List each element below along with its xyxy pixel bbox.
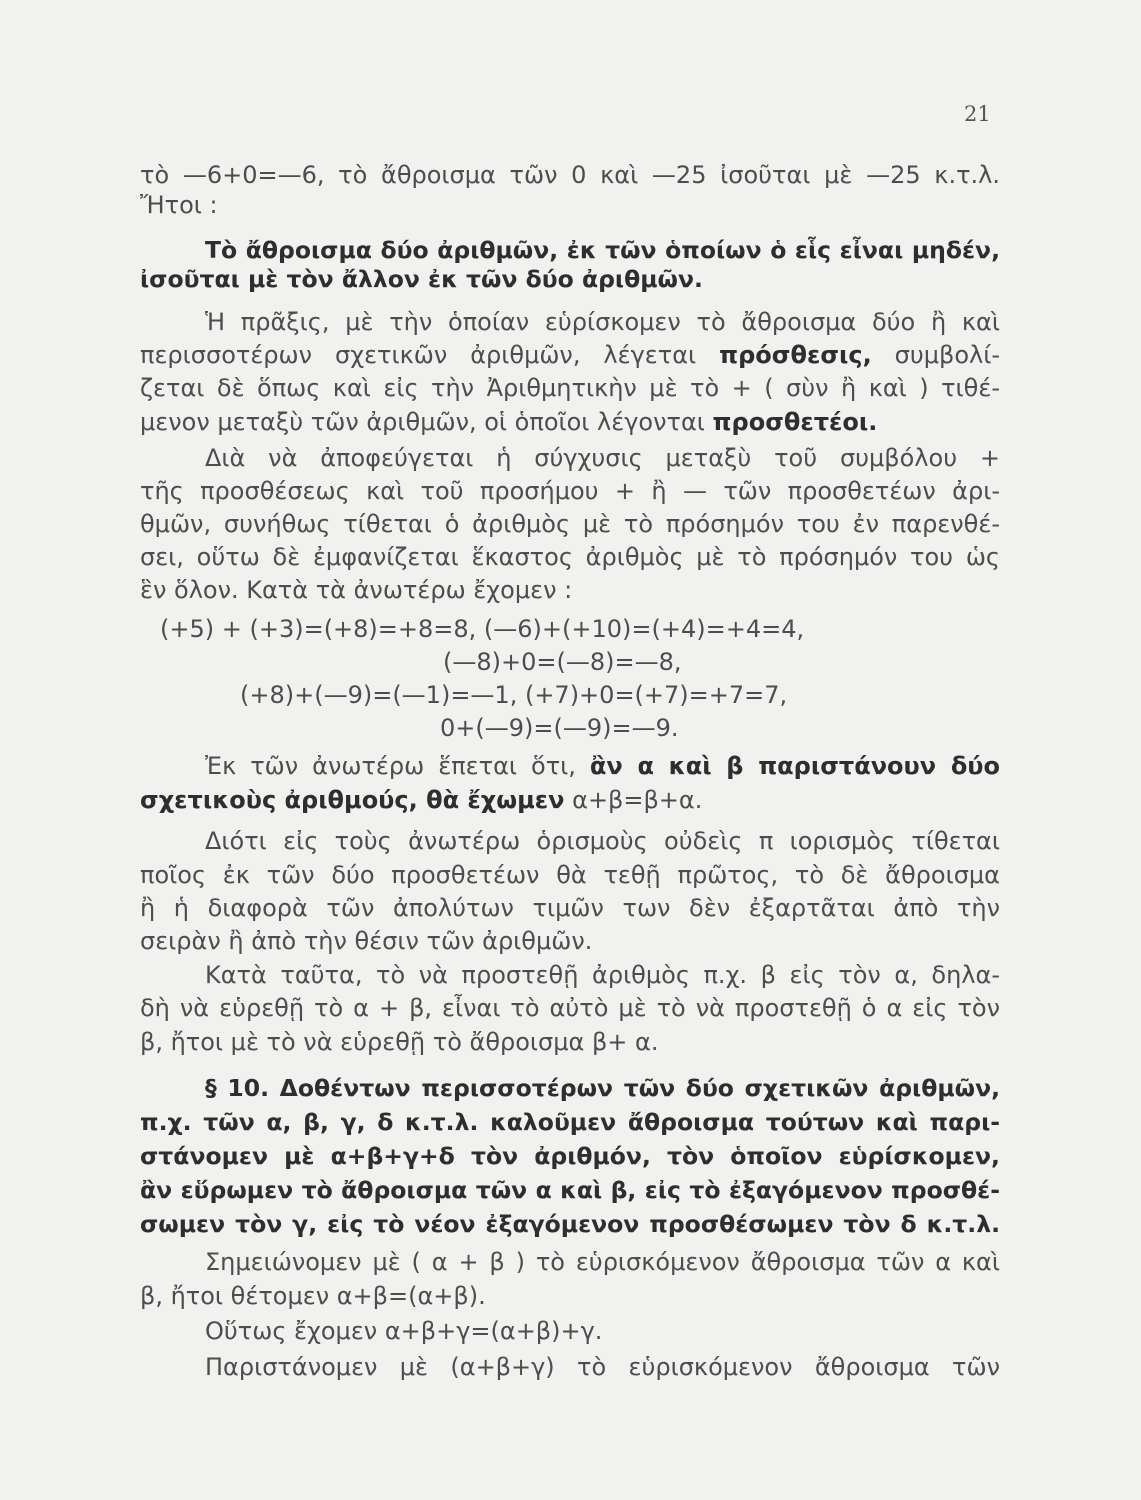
text-line: περισσοτέρων σχετικῶν ἀριθμῶν, λέγεται πρόσθεσις, συμβολί- [140,341,1001,369]
equation-line: 0+(—9)=(—9)=—9. [440,714,679,742]
text-line: τὸ —6+0=—6, τὸ ἄθροισμα τῶν 0 καὶ —25 ἰσοῦται μὲ —25 κ.τ.λ. [140,161,1000,189]
text-line: μενον μεταξὺ τῶν ἀριθμῶν, οἱ ὁποῖοι λέγονται προσθετέοι. [140,408,878,436]
text-line: Κατὰ ταῦτα, τὸ νὰ προστεθῇ ἀριθμὸς π.χ. β εἰς τὸν α, δηλα- [205,961,1000,989]
text-line: Διότι εἰς τοὺς ἀνωτέρω ὁρισμοὺς οὐδεὶς π ιορισμὸς τίθεται [205,827,1000,855]
page-number: 21 [964,102,991,126]
text-line: Διὰ νὰ ἀποφεύγεται ἡ σύγχυσις μεταξὺ τοῦ συμβόλου + [205,444,1000,472]
text-line: σειρὰν ἢ ἀπὸ τὴν θέσιν τῶν ἀριθμῶν. [140,927,593,955]
definition-line: σωμεν τὸν γ, εἰς τὸ νέον ἐξαγόμενον προσθέσωμεν τὸν δ κ.τ.λ. [140,1210,1000,1238]
text-line: Ἡ πρᾶξις, μὲ τὴν ὁποίαν εὑρίσκομεν τὸ ἄθροισμα δύο ἢ καὶ [205,308,1000,336]
definition-line: στάνομεν μὲ α+β+γ+δ τὸν ἀριθμόν, τὸν ὁποῖον εὑρίσκομεν, [140,1142,1000,1170]
text-line: β, ἤτοι θέτομεν α+β=(α+β). [140,1282,486,1310]
text-line: ζεται δὲ ὅπως καὶ εἰς τὴν Ἀριθμητικὴν μὲ τὸ + ( σὺν ἢ καὶ ) τιθέ- [140,374,1000,402]
text-line: θμῶν, συνήθως τίθεται ὁ ἀριθμὸς μὲ τὸ πρόσημόν του ἐν παρενθέ- [140,510,1000,538]
text-line: σχετικοὺς ἀριθμούς, θὰ ἔχωμεν α+β=β+α. [140,786,703,814]
section-heading: § 10. Δοθέντων περισσοτέρων τῶν δύο σχετικῶν ἀριθμῶν, [205,1074,1000,1102]
theorem-line: Τὸ ἄθροισμα δύο ἀριθμῶν, ἐκ τῶν ὁποίων ὁ εἷς εἶναι μηδέν, [205,236,1000,264]
equation-line: (+5) + (+3)=(+8)=+8=8, (—6)+(+10)=(+4)=+4=4, [160,615,805,643]
equation-line: (—8)+0=(—8)=—8, [443,648,682,676]
text-line: Οὕτως ἔχομεν α+β+γ=(α+β)+γ. [205,1317,603,1345]
definition-line: ἂν εὕρωμεν τὸ ἄθροισμα τῶν α καὶ β, εἰς τὸ ἐξαγόμενον προσθέ- [140,1176,1000,1204]
definition-line: π.χ. τῶν α, β, γ, δ κ.τ.λ. καλοῦμεν ἄθροισμα τούτων καὶ παρι- [140,1108,1000,1136]
text-line: ἢ ἡ διαφορὰ τῶν ἀπολύτων τιμῶν των δὲν ἐξαρτᾶται ἀπὸ τὴν [140,894,1000,922]
text-line: Παριστάνομεν μὲ (α+β+γ) τὸ εὑρισκόμενον ἄθροισμα τῶν [205,1353,1000,1381]
text-line: Ἤτοι : [140,191,218,219]
text-line: σει, οὕτω δὲ ἐμφανίζεται ἕκαστος ἀριθμὸς μὲ τὸ πρόσημόν του ὡς [140,543,1000,571]
text-line: τῆς προσθέσεως καὶ τοῦ προσήμου + ἢ — τῶν προσθετέων ἀρι- [140,477,1000,505]
text-line: δὴ νὰ εὑρεθῇ τὸ α + β, εἶναι τὸ αὐτὸ μὲ τὸ νὰ προστεθῇ ὁ α εἰς τὸν [140,994,1000,1022]
term-prosthesis: πρόσθεσις, [719,341,872,369]
text-line: Ἐκ τῶν ἀνωτέρω ἕπεται ὅτι, ἂν α καὶ β παριστάνουν δύο [205,752,1000,780]
text-line: Σημειώνομεν μὲ ( α + β ) τὸ εὑρισκόμενον ἄθροισμα τῶν α καὶ [205,1248,1000,1276]
text-line: ποῖος ἐκ τῶν δύο προσθετέων θὰ τεθῇ πρῶτος, τὸ δὲ ἄθροισμα [140,861,1000,889]
text-line: ἓν ὅλον. Κατὰ τὰ ἀνωτέρω ἔχομεν : [140,576,573,604]
theorem-line: ἰσοῦται μὲ τὸν ἄλλον ἐκ τῶν δύο ἀριθμῶν. [140,265,703,293]
equation-line: (+8)+(—9)=(—1)=—1, (+7)+0=(+7)=+7=7, [240,681,788,709]
text-line: β, ἤτοι μὲ τὸ νὰ εὑρεθῇ τὸ ἄθροισμα β+ α. [140,1028,659,1056]
term-prosthetoi: προσθετέοι. [712,408,878,436]
